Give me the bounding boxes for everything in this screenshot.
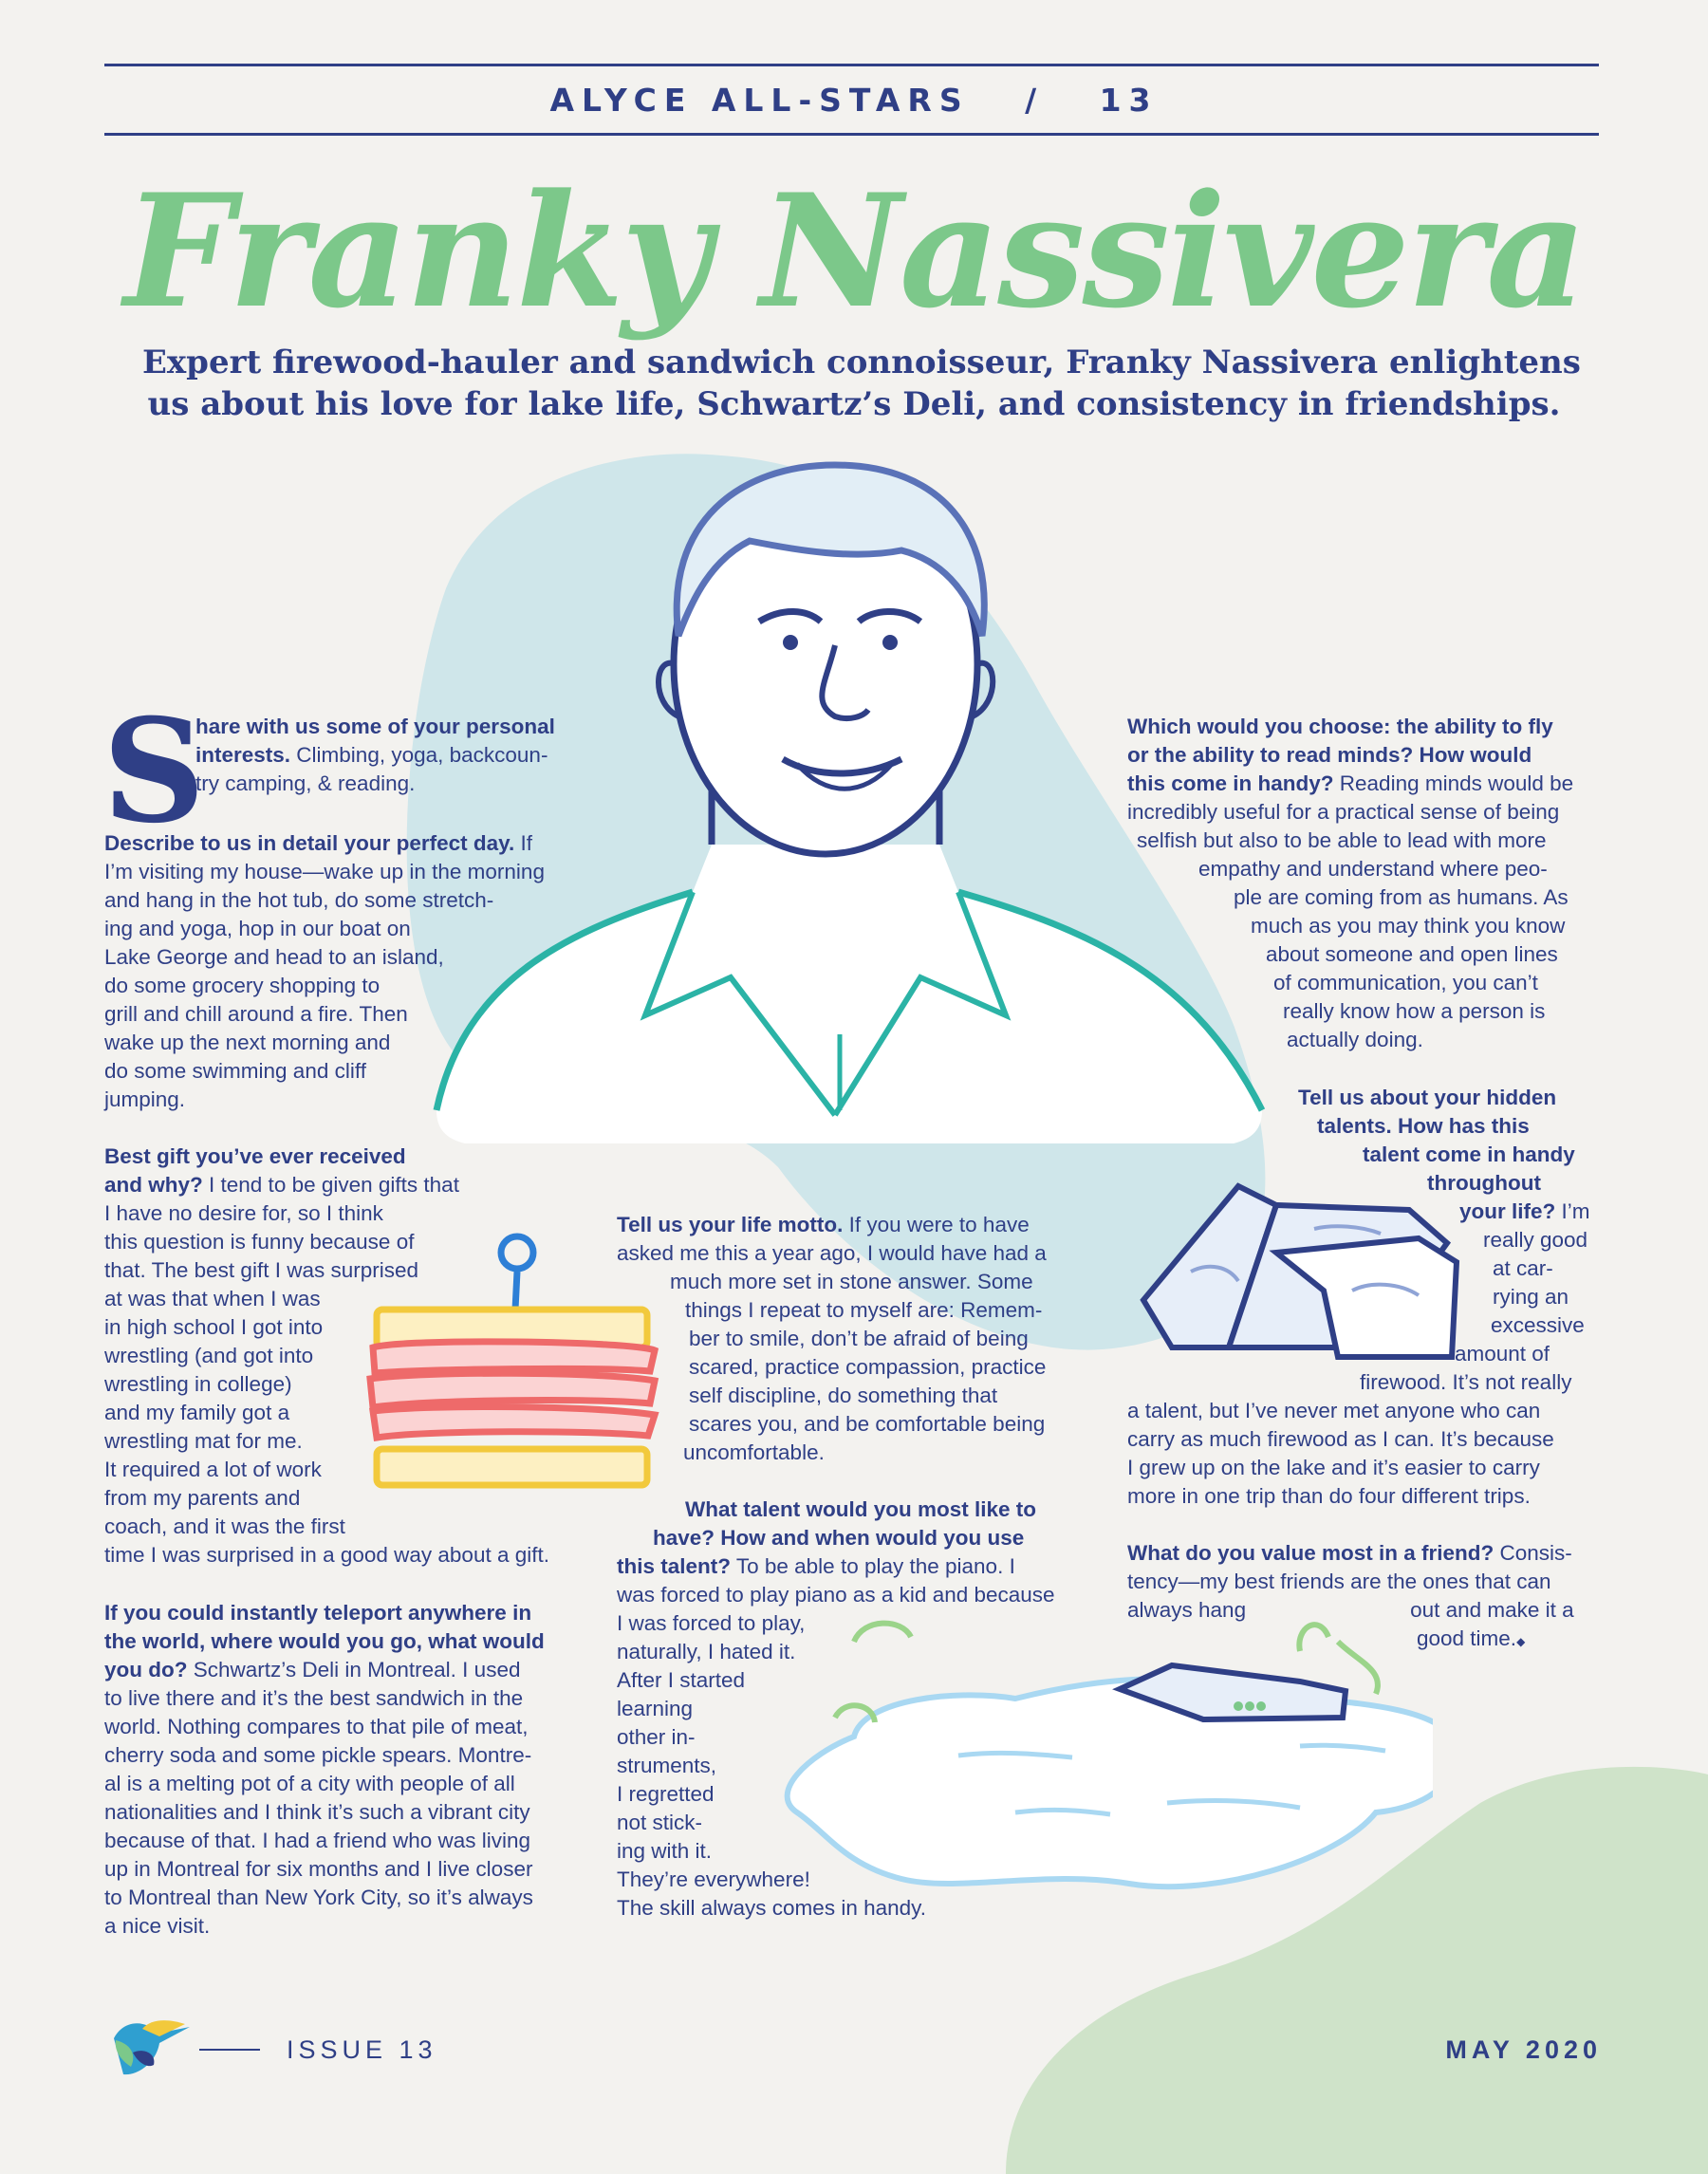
answer-line: ing and yoga, hop in our boat on [104, 917, 411, 940]
drop-cap: S [102, 688, 206, 855]
header-separator: / [1025, 82, 1045, 119]
answer-line: naturally, I hated it. [617, 1640, 796, 1663]
answer-line: It required a lot of work [104, 1458, 322, 1481]
answer-line: If [514, 831, 532, 855]
answer-line: ple are coming from as humans. As [1234, 885, 1569, 909]
answer-line: Climbing, yoga, backcoun- [290, 743, 548, 767]
question: this talent? [617, 1554, 732, 1578]
answer-line: and hang in the hot tub, do some stretch- [104, 888, 494, 912]
article-subtitle [142, 342, 1581, 425]
footer-rule [199, 2049, 260, 2051]
answer-line: jumping. [104, 1087, 186, 1111]
answer-line: nationalities and I think it’s such a vibrant city [104, 1800, 530, 1824]
question: this come in handy? [1127, 771, 1334, 795]
answer-line: learning [617, 1697, 694, 1720]
answer-line: scares you, and be comfortable being [689, 1412, 1046, 1436]
answer-line: actually doing. [1287, 1028, 1423, 1051]
answer-line: not stick- [617, 1811, 703, 1834]
answer-line: excessive [1491, 1313, 1585, 1337]
answer-line: I have no desire for, so I think [104, 1201, 383, 1225]
answer-line: incredibly useful for a practical sense of being [1127, 800, 1560, 824]
hummingbird-logo-icon [104, 2010, 195, 2081]
answer-line: this question is funny because of [104, 1230, 415, 1254]
answer-line: I was forced to play, [617, 1611, 806, 1635]
answer-line: about someone and open lines [1266, 942, 1558, 966]
answer-line: scared, practice compassion, practice [689, 1355, 1047, 1379]
question: Tell us about your hidden [1298, 1086, 1557, 1109]
qa-hidden-talent [1127, 1084, 1590, 1511]
answer-line: out and make it a [1410, 1598, 1574, 1622]
question: talent come in handy [1363, 1143, 1575, 1166]
question: If you could instantly teleport anywhere in [104, 1601, 532, 1625]
answer-line: more in one trip than do four different trips. [1127, 1484, 1531, 1508]
question: throughout [1427, 1171, 1541, 1195]
answer-line: wrestling in college) [104, 1372, 292, 1396]
answer-line: ber to smile, don’t be afraid of being [689, 1327, 1029, 1350]
answer-line: Reading minds would be [1333, 771, 1574, 795]
section-header [0, 82, 1708, 119]
question: your life? [1459, 1199, 1556, 1223]
answer-line: really good [1483, 1228, 1588, 1252]
answer-line: try camping, & reading. [195, 771, 416, 795]
question: have? How and when would you use [653, 1526, 1025, 1550]
answer-line: empathy and understand where peo- [1198, 857, 1548, 881]
answer-line: I’m visiting my house—wake up in the morning [104, 860, 545, 883]
answer-line: a talent, but I’ve never met anyone who can [1127, 1399, 1541, 1422]
page-number: 13 [1099, 82, 1159, 119]
answer-line: carry as much firewood as I can. It’s because [1127, 1427, 1554, 1451]
answer-line: ing with it. [617, 1839, 713, 1863]
answer-line: was forced to play piano as a kid and because [617, 1583, 1055, 1607]
answer-line: things I repeat to myself are: Remem- [685, 1298, 1043, 1322]
question: hare with us some of your personal [195, 715, 555, 738]
answer-line: tency—my best friends are the ones that can [1127, 1570, 1551, 1593]
qa-friend-value [1127, 1539, 1574, 1656]
answer-line: selfish but also to be able to lead with more [1137, 828, 1547, 852]
answer-line: a nice visit. [104, 1914, 211, 1938]
answer-line: always hang [1127, 1598, 1247, 1622]
answer-line: do some swimming and cliff [104, 1059, 366, 1083]
answer-line: other in- [617, 1725, 696, 1749]
qa-perfect-day [104, 829, 545, 1114]
question: Tell us your life motto. [617, 1213, 844, 1236]
answer-line: from my parents and [104, 1486, 301, 1510]
answer-line: cherry soda and some pickle spears. Montre- [104, 1743, 532, 1767]
answer-line: rying an [1493, 1285, 1569, 1309]
question: Describe to us in detail your perfect day. [104, 831, 515, 855]
answer-line: al is a melting pot of a city with people of all [104, 1772, 515, 1795]
article-title: Franky Nassivera [123, 159, 1585, 343]
answer-line: grill and chill around a fire. Then [104, 1002, 408, 1026]
answer-line: Schwartz’s Deli in Montreal. I used [187, 1658, 521, 1682]
answer-line: good time. [1417, 1626, 1517, 1650]
answer-line: wake up the next morning and [104, 1031, 391, 1054]
answer-line: I grew up on the lake and it’s easier to carry [1127, 1456, 1540, 1479]
subtitle-line: us about his love for lake life, Schwartz’s Deli, and consistency in friendships. [147, 385, 1561, 423]
answer-line: really know how a person is [1283, 999, 1546, 1023]
answer-line: much more set in stone answer. Some [670, 1270, 1033, 1293]
question: What talent would you most like to [685, 1497, 1037, 1521]
answer-line: much as you may think you know [1251, 914, 1566, 938]
answer-line: If you were to have [843, 1213, 1030, 1236]
answer-line: To be able to play the piano. I [731, 1554, 1015, 1578]
answer-line: self discipline, do something that [689, 1384, 998, 1407]
answer-line: asked me this a year ago, I would have had a [617, 1241, 1047, 1265]
answer-line: because of that. I had a friend who was living [104, 1829, 531, 1852]
end-mark-icon: ◆ [1516, 1635, 1526, 1648]
boat-lake-illustration [769, 1613, 1433, 1898]
answer-line: wrestling mat for me. [104, 1429, 303, 1453]
subtitle-line: Expert firewood-hauler and sandwich connoisseur, Franky Nassivera enlightens [142, 344, 1581, 381]
answer-line: They’re everywhere! [617, 1867, 810, 1891]
answer-line: wrestling (and got into [104, 1344, 314, 1367]
answer-line: Lake George and head to an island, [104, 945, 444, 969]
section-name: ALYCE ALL-STARS [549, 82, 970, 119]
answer-line: to live there and it’s the best sandwich in the [104, 1686, 524, 1710]
answer-line: struments, [617, 1754, 717, 1777]
answer-line: that. The best gift I was surprised [104, 1258, 418, 1282]
answer-line: at was that when I was [104, 1287, 321, 1310]
answer-line: I tend to be given gifts that [202, 1173, 459, 1197]
header-rule-bottom [104, 133, 1599, 136]
question: Which would you choose: the ability to fly [1127, 715, 1553, 738]
issue-label: ISSUE 13 [287, 2035, 437, 2064]
answer-line: After I started [617, 1668, 746, 1692]
question: What do you value most in a friend? [1127, 1541, 1494, 1565]
question: or the ability to read minds? How would [1127, 743, 1532, 767]
answer-line: I’m [1555, 1199, 1590, 1223]
answer-line: at car- [1493, 1256, 1553, 1280]
answer-line: time I was surprised in a good way about a gift. [104, 1543, 549, 1567]
answer-line: uncomfortable. [683, 1440, 825, 1464]
answer-line: Consis- [1494, 1541, 1572, 1565]
answer-line: I regretted [617, 1782, 715, 1806]
answer-line: firewood. It’s not really [1360, 1370, 1572, 1394]
qa-interests [195, 713, 555, 798]
answer-line: of communication, you can’t [1273, 971, 1538, 994]
answer-line: world. Nothing compares to that pile of meat, [104, 1715, 529, 1738]
answer-line: to Montreal than New York City, so it’s always [104, 1886, 533, 1909]
answer-line: do some grocery shopping to [104, 974, 381, 997]
question: Best gift you’ve ever received [104, 1144, 406, 1168]
qa-life-motto [617, 1211, 1047, 1467]
answer-line: The skill always comes in handy. [617, 1896, 926, 1920]
question: talents. How has this [1317, 1114, 1530, 1138]
header-rule-top [104, 64, 1599, 66]
qa-teleport [104, 1599, 545, 1941]
qa-fly-or-read [1127, 713, 1573, 1054]
answer-line: up in Montreal for six months and I live closer [104, 1857, 533, 1881]
issue-date: MAY 2020 [1445, 2035, 1602, 2064]
question: interests. [195, 743, 291, 767]
answer-line: coach, and it was the first [104, 1514, 345, 1538]
question: the world, where would you go, what would [104, 1629, 545, 1653]
question: and why? [104, 1173, 203, 1197]
answer-line: amount of [1455, 1342, 1550, 1366]
answer-line: in high school I got into [104, 1315, 324, 1339]
question: you do? [104, 1658, 188, 1682]
answer-line: and my family got a [104, 1401, 290, 1424]
